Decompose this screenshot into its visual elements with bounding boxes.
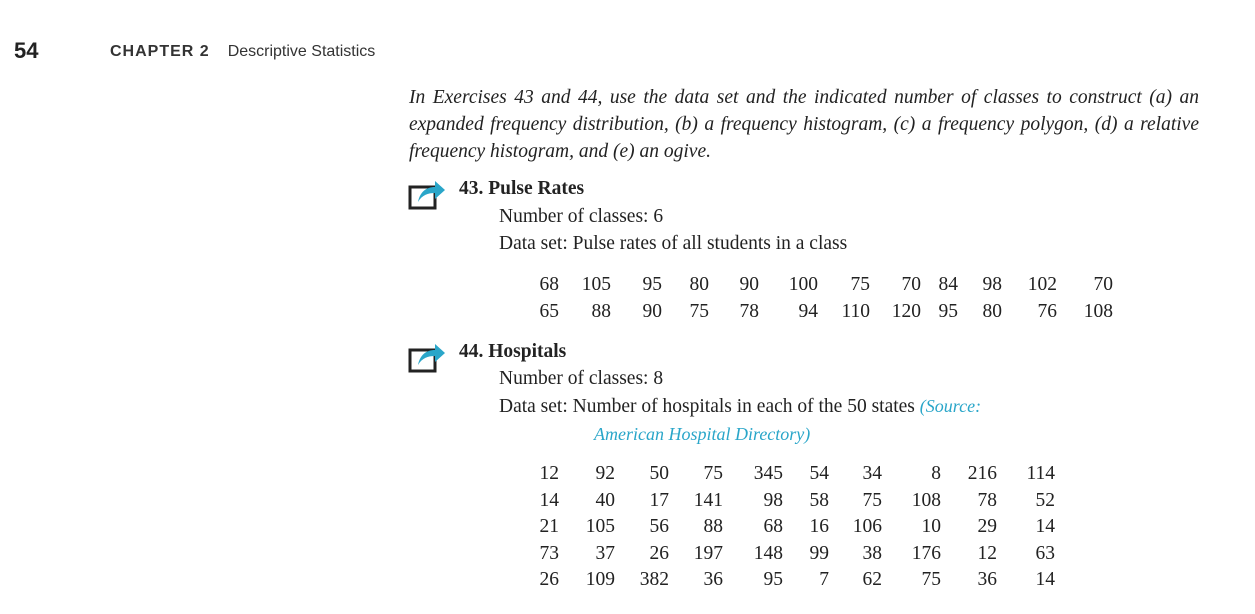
data-value: 14 [1035, 516, 1055, 537]
data-value: 75 [689, 300, 709, 322]
data-value: 98 [763, 489, 783, 511]
data-table-43 [532, 272, 1113, 325]
data-value: 95 [642, 274, 662, 295]
data-value: 197 [693, 542, 723, 564]
data-value: 80 [982, 300, 1002, 322]
data-value: 78 [739, 300, 759, 322]
data-value: 70 [1093, 274, 1113, 295]
data-value: 92 [595, 463, 615, 484]
data-value: 70 [901, 274, 921, 295]
data-value: 26 [649, 542, 669, 564]
source-citation-continued: American Hospital Directory) [594, 424, 811, 444]
data-value: 99 [809, 542, 829, 564]
data-value: 73 [539, 542, 559, 564]
data-value: 52 [1035, 489, 1055, 511]
data-value: 36 [703, 569, 723, 590]
data-value: 68 [763, 516, 783, 537]
data-value: 12 [977, 542, 997, 564]
table-row [532, 488, 1055, 515]
data-value: 36 [977, 569, 997, 590]
table-row [532, 272, 1113, 299]
spreadsheet-share-icon[interactable] [408, 178, 446, 210]
data-value: 54 [809, 463, 829, 484]
data-value: 90 [642, 300, 662, 322]
number-of-classes: Number of classes: 6 [499, 206, 664, 227]
data-value: 65 [539, 300, 559, 322]
data-value: 75 [850, 274, 870, 295]
data-value: 75 [703, 463, 723, 484]
data-value: 40 [595, 489, 615, 511]
chapter-title: Descriptive Statistics [227, 43, 376, 60]
exercise-title: 44. Hospitals [459, 341, 567, 362]
data-value: 84 [938, 274, 958, 295]
number-of-classes: Number of classes: 8 [499, 368, 664, 389]
data-value: 10 [921, 516, 941, 537]
data-value: 34 [862, 463, 882, 484]
data-value: 216 [967, 463, 997, 484]
data-value: 75 [862, 489, 882, 511]
data-value: 110 [841, 300, 870, 322]
data-value: 105 [585, 516, 615, 537]
data-value: 95 [763, 569, 783, 590]
data-value: 148 [753, 542, 783, 564]
data-value: 37 [595, 542, 615, 564]
table-row [532, 461, 1055, 488]
data-value: 50 [649, 463, 669, 484]
data-value: 17 [649, 489, 669, 511]
data-value: 63 [1035, 542, 1055, 564]
data-table-44 [532, 461, 1055, 594]
data-value: 21 [539, 516, 559, 537]
data-value: 80 [689, 274, 709, 295]
data-value: 16 [809, 516, 829, 537]
data-value: 26 [539, 569, 559, 590]
data-value: 56 [649, 516, 669, 537]
table-row [532, 541, 1055, 568]
data-value: 98 [982, 274, 1002, 295]
data-value: 8 [931, 463, 941, 484]
table-row [532, 514, 1055, 541]
data-value: 345 [753, 463, 783, 484]
page-number: 54 [14, 38, 39, 63]
data-value: 106 [852, 516, 882, 537]
data-value: 90 [739, 274, 759, 295]
exercise-instructions: In Exercises 43 and 44, use the data set and the indicated number of classes to construct (a) an expanded frequency distribution, (b) a frequency histogram, (c) a frequency polygon, (d) a relative frequency histogram, and (e) an ogive. [409, 87, 1199, 162]
data-value: 100 [788, 274, 818, 295]
table-row [532, 567, 1055, 594]
data-value: 176 [911, 542, 941, 564]
data-value: 108 [1083, 300, 1113, 322]
data-set-description [499, 396, 981, 418]
data-value: 94 [798, 300, 818, 322]
data-value: 120 [891, 300, 921, 322]
data-set-description: Data set: Pulse rates of all students in a class [499, 233, 848, 254]
data-value: 38 [862, 542, 882, 564]
data-value: 14 [1035, 569, 1055, 590]
data-value: 75 [921, 569, 941, 590]
data-value: 12 [539, 463, 559, 484]
data-value: 76 [1037, 300, 1057, 322]
exercise-title: 43. Pulse Rates [459, 178, 585, 199]
data-value: 62 [862, 569, 882, 590]
data-set-text: Data set: Number of hospitals in each of the 50 states [499, 396, 915, 417]
data-value: 78 [977, 489, 997, 511]
spreadsheet-share-icon[interactable] [408, 341, 446, 373]
data-value: 114 [1026, 463, 1055, 484]
data-value: 88 [703, 516, 723, 537]
data-value: 95 [938, 300, 958, 322]
data-value: 68 [539, 274, 559, 295]
chapter-label: CHAPTER 2 [110, 43, 210, 60]
data-value: 14 [539, 489, 559, 511]
data-value: 382 [639, 569, 669, 590]
data-value: 105 [581, 274, 611, 295]
source-citation: (Source: [919, 396, 982, 416]
data-value: 29 [977, 516, 997, 537]
running-header [110, 43, 375, 61]
data-value: 102 [1027, 274, 1057, 295]
data-value: 141 [693, 489, 723, 511]
data-value: 88 [591, 300, 611, 322]
data-value: 7 [819, 569, 829, 590]
table-row [532, 299, 1113, 326]
data-value: 108 [911, 489, 941, 511]
data-value: 58 [809, 489, 829, 511]
data-value: 109 [585, 569, 615, 590]
